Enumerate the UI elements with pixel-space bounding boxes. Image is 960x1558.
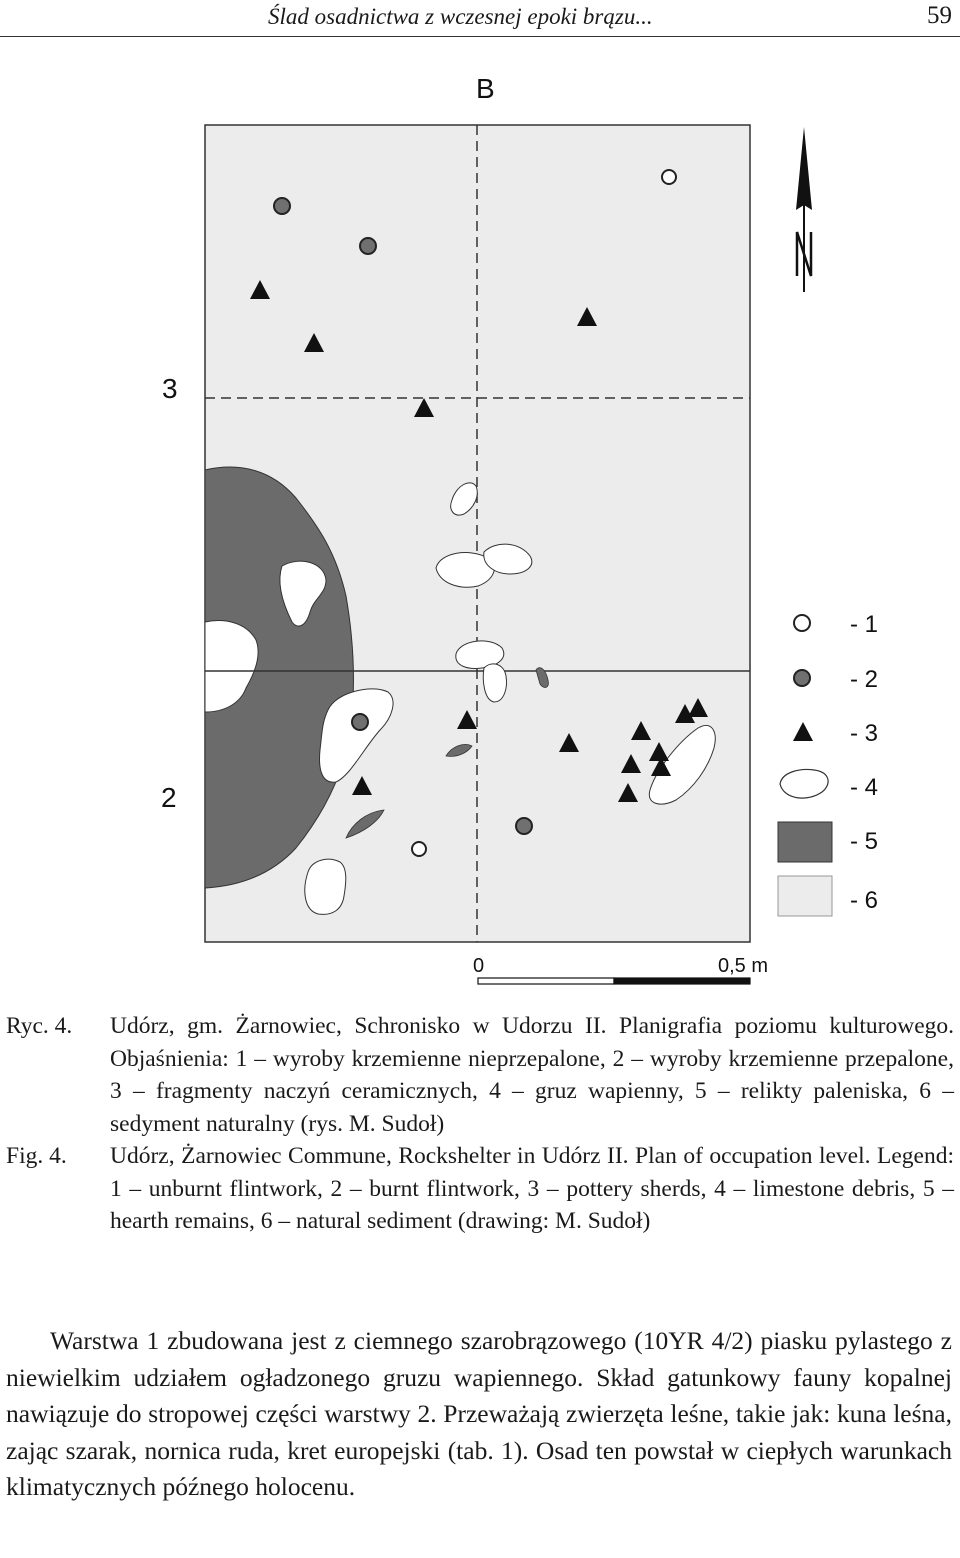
legend-filled-circle-icon (794, 670, 810, 686)
legend-label-2: - 2 (850, 666, 879, 693)
legend-limestone-icon (780, 770, 828, 799)
page-header (0, 0, 960, 37)
legend-open-circle-icon (794, 615, 810, 631)
grid-label-row-upper: 3 (162, 373, 178, 404)
burnt-flint-marker (360, 238, 376, 254)
burnt-flint-marker (274, 198, 290, 214)
site-plan-figure (0, 40, 960, 1000)
north-arrow-icon (796, 127, 812, 292)
legend-sediment-icon (778, 876, 832, 916)
caption-text-en: Udórz, Żarnowiec Commune, Rockshelter in Udórz II. Plan of occupation level. Legend: 1 – unburnt flintwork, 2 – burnt flintwork, 3 – pottery sherds, 4 – limestone debris, 5 – hearth remains, 6 – natural sediment (drawing: M. Sudoł) (110, 1143, 954, 1234)
caption-english (6, 1140, 954, 1238)
running-title: Ślad osadnictwa z wczesnej epoki brązu... (268, 4, 653, 29)
unburnt-flint-marker (412, 842, 426, 856)
caption-label-pl: Ryc. 4. (6, 1013, 73, 1039)
legend-label-3: - 3 (850, 720, 879, 747)
legend-label-5: - 5 (850, 828, 879, 855)
legend-hearth-icon (778, 822, 832, 862)
legend-label-6: - 6 (850, 887, 879, 914)
legend-label-4: - 4 (850, 774, 879, 801)
caption-polish (6, 1010, 954, 1140)
caption-text-pl: Udórz, gm. Żarnowiec, Schronisko w Udorzu II. Planigrafia poziomu kulturowego. Objaśnienia: 1 – wyroby krzemienne nieprzepalone, 2 – wyroby krzemienne przepalone, 3 – fragmenty naczyń ceramicznych, 4 – gruz wapienny, 5 – relikty paleniska, 6 – sedyment naturalny (rys. M. Sudoł) (110, 1013, 954, 1137)
page-number: 59 (927, 2, 952, 29)
legend-triangle-icon (793, 722, 813, 741)
caption-label-en: Fig. 4. (6, 1143, 67, 1169)
scale-bar (473, 955, 768, 984)
scale-label-end: 0,5 m (718, 955, 769, 977)
grid-label-column: B (476, 73, 495, 104)
scale-label-start: 0 (473, 955, 485, 977)
limestone-debris (483, 664, 506, 702)
burnt-flint-marker (352, 714, 368, 730)
grid-label-row-lower: 2 (161, 782, 177, 813)
unburnt-flint-marker (662, 170, 676, 184)
burnt-flint-marker (516, 818, 532, 834)
body-paragraph: Warstwa 1 zbudowana jest z ciemnego szarobrązowego (10YR 4/2) piasku pylastego z niewielkim udziałem ogładzonego gruzu wapiennego. Skład gatunkowy fauny kopalnej nawiązuje do stropowej części warstwy 2. Przeważają zwierzęta leśne, takie jak: kuna leśna, zając szarak, nornica ruda, kret europejski (tab. 1). Osad ten powstał w ciepłych warunkach klimatycznych późnego holocenu. (6, 1326, 952, 1502)
scale-segment-light (478, 978, 614, 984)
legend-label-1: - 1 (850, 611, 879, 638)
north-label: N (818, 250, 828, 265)
legend (778, 611, 878, 916)
limestone-debris (305, 859, 346, 914)
scale-segment-dark (614, 978, 750, 984)
figure-caption (6, 1010, 954, 1238)
